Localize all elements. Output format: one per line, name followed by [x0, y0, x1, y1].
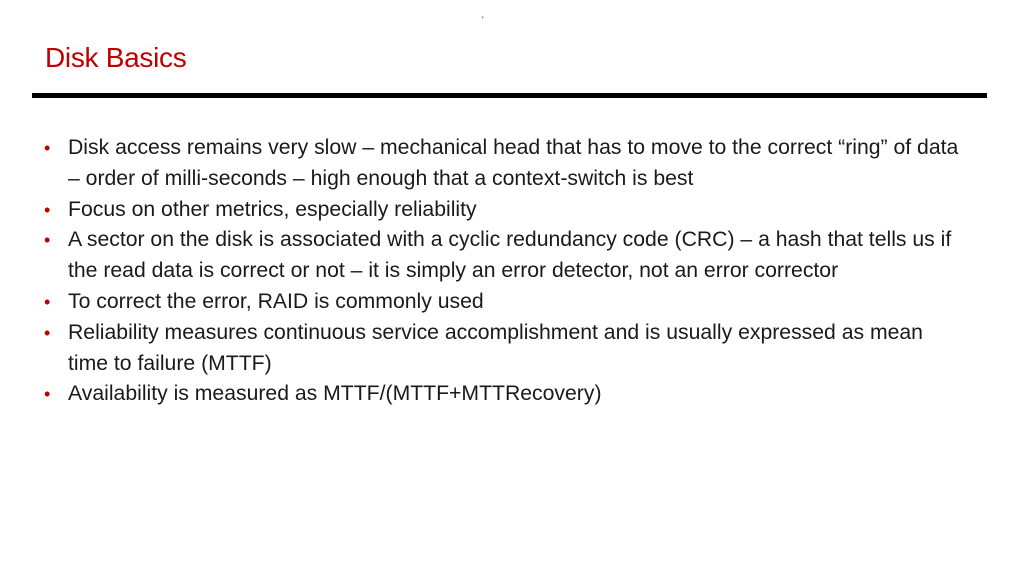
slide-title: Disk Basics	[45, 42, 187, 73]
bullet-item	[44, 379, 964, 410]
bullet-icon: •	[44, 384, 51, 405]
bullet-item	[44, 287, 964, 318]
bullet-icon: •	[44, 291, 51, 312]
bullet-icon: •	[44, 230, 51, 251]
bullet-text: To correct the error, RAID is commonly used	[68, 289, 484, 313]
bullet-text: A sector on the disk is associated with a cyclic redundancy code (CRC) – a hash that tells us if the read data is correct or not – it is simply an error detector, not an error corrector	[68, 228, 952, 283]
title-divider	[32, 93, 987, 98]
bullet-icon: •	[44, 199, 51, 220]
bullet-text: Focus on other metrics, especially reliability	[68, 197, 477, 221]
header-mark: '	[482, 15, 484, 25]
bullet-icon: •	[44, 322, 51, 343]
bullet-item	[44, 318, 964, 380]
bullet-item	[44, 195, 964, 226]
bullet-icon: •	[44, 138, 51, 158]
bullet-item	[44, 133, 964, 195]
bullet-text: Reliability measures continuous service accomplishment and is usually expressed as mean time to failure (MTTF)	[68, 320, 923, 375]
bullet-text: Disk access remains very slow – mechanical head that has to move to the correct “ring” of data – order of milli-seconds – high enough that a context-switch is best	[68, 136, 959, 190]
bullet-text: Availability is measured as MTTF/(MTTF+MTTRecovery)	[68, 382, 602, 406]
bullet-item	[44, 225, 964, 287]
bullet-list	[44, 133, 964, 410]
